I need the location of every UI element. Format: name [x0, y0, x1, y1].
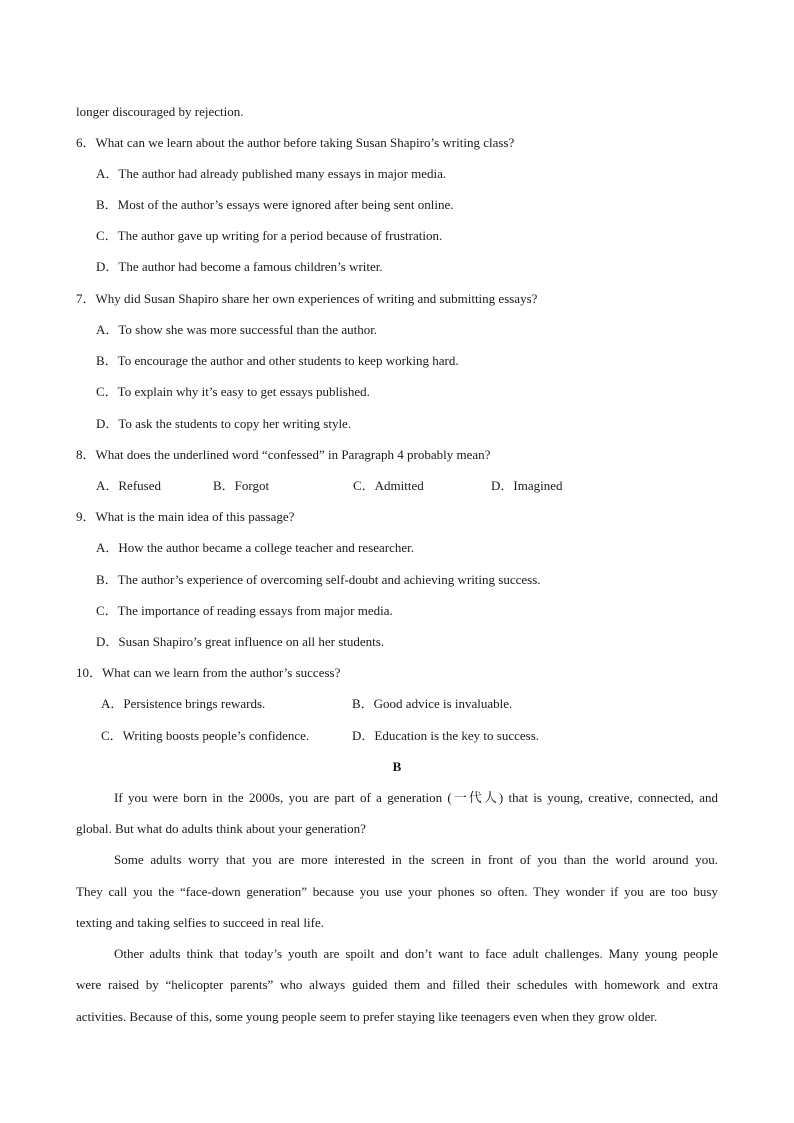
- question-10-option-b: B．Good advice is invaluable.: [352, 696, 513, 711]
- question-6-option-b: B．Most of the author’s essays were ignored after being sent online.: [96, 197, 454, 212]
- question-10-option-a: A．Persistence brings rewards.: [101, 696, 266, 711]
- question-10-stem: 10．What can we learn from the author’s success?: [76, 665, 341, 680]
- question-7-option-d: D．To ask the students to copy her writing style.: [96, 416, 352, 431]
- intro-tail-text: longer discouraged by rejection.: [76, 104, 244, 119]
- question-7-stem: 7．Why did Susan Shapiro share her own experiences of writing and submitting essays?: [76, 291, 538, 306]
- paragraph-3-line-2: were raised by “helicopter parents” who always guided them and filled their schedules with homework and extra: [76, 977, 718, 992]
- question-6-option-d: D．The author had become a famous children’s writer.: [96, 259, 383, 274]
- question-8-option-a: A．Refused: [96, 478, 161, 493]
- question-8-option-c: C．Admitted: [353, 478, 424, 493]
- question-9-option-d: D．Susan Shapiro’s great influence on all her students.: [96, 634, 385, 649]
- question-7-option-b: B．To encourage the author and other students to keep working hard.: [96, 353, 459, 368]
- paragraph-3-line-1: Other adults think that today’s youth are spoilt and don’t want to face adult challenges. Many young people: [114, 946, 718, 961]
- question-6-option-a: A．The author had already published many essays in major media.: [96, 166, 447, 181]
- question-9-option-b: B．The author’s experience of overcoming self-doubt and achieving writing success.: [96, 572, 541, 587]
- question-6-option-c: C．The author gave up writing for a period because of frustration.: [96, 228, 443, 243]
- question-9-option-a: A．How the author became a college teacher and researcher.: [96, 540, 414, 555]
- question-8-option-b: B．Forgot: [213, 478, 270, 493]
- question-8-option-d: D．Imagined: [491, 478, 563, 493]
- question-8-stem: 8．What does the underlined word “confessed” in Paragraph 4 probably mean?: [76, 447, 491, 462]
- section-b-heading: B: [392, 759, 402, 774]
- paragraph-2-line-1: Some adults worry that you are more interested in the screen in front of you than the world around you.: [114, 852, 718, 867]
- question-9-stem: 9．What is the main idea of this passage?: [76, 509, 295, 524]
- paragraph-1-line-2: global. But what do adults think about your generation?: [76, 821, 366, 836]
- paragraph-2-line-3: texting and taking selfies to succeed in real life.: [76, 915, 324, 930]
- question-7-option-c: C．To explain why it’s easy to get essays published.: [96, 384, 370, 399]
- question-10-option-d: D．Education is the key to success.: [352, 728, 540, 743]
- paragraph-2-line-2: They call you the “face-down generation” because you use your phones so often. They wonder if you are too busy: [76, 884, 718, 899]
- question-10-option-c: C．Writing boosts people’s confidence.: [101, 728, 310, 743]
- question-9-option-c: C．The importance of reading essays from major media.: [96, 603, 393, 618]
- paragraph-3-line-3: activities. Because of this, some young people seem to prefer staying like teenagers even when they grow older.: [76, 1009, 658, 1024]
- question-6-stem: 6．What can we learn about the author before taking Susan Shapiro’s writing class?: [76, 135, 515, 150]
- question-7-option-a: A．To show she was more successful than the author.: [96, 322, 378, 337]
- paragraph-1-line-1: If you were born in the 2000s, you are part of a generation (一代人) that is young, creative, connected, and: [114, 790, 718, 805]
